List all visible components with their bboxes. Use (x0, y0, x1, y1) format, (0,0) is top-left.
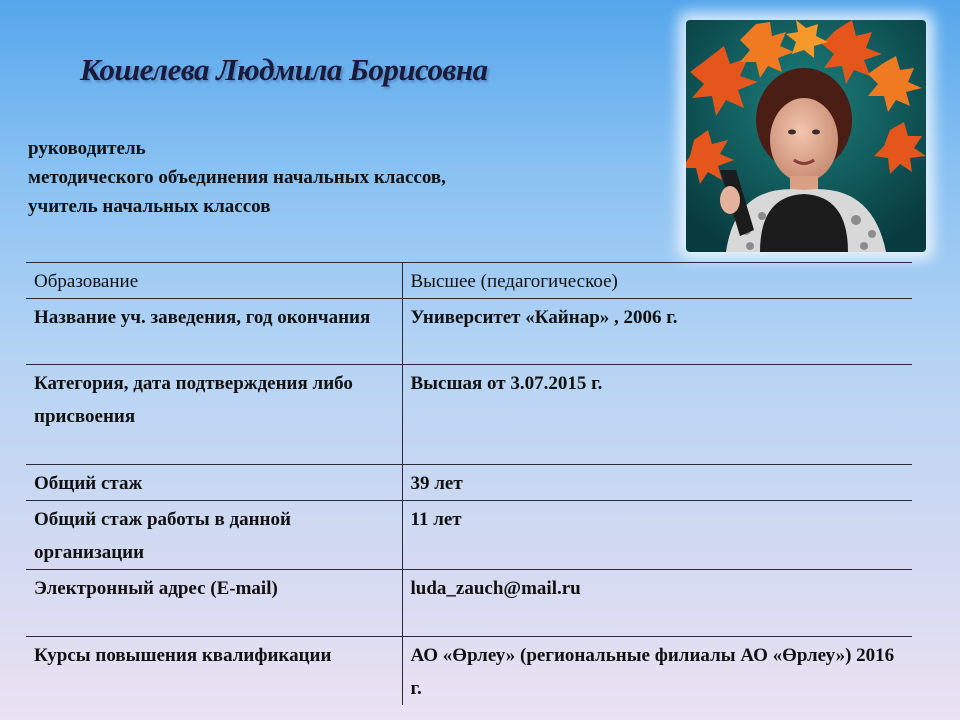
table-cell-label: Категория, дата подтверждения либо присвоения (26, 365, 402, 465)
role-line: учитель начальных классов (28, 196, 271, 217)
role-line: методического объединения начальных классов, (28, 167, 446, 188)
table-cell-label: Название уч. заведения, год окончания (26, 299, 402, 365)
table-row (26, 263, 912, 299)
table-cell-value: 39 лет (402, 465, 912, 501)
table-cell-value: АО «Өрлеу» (региональные филиалы АО «Өрлеу») 2016 г. (402, 637, 912, 706)
table-row (26, 299, 912, 365)
table-cell-value: Университет «Кайнар» , 2006 г. (402, 299, 912, 365)
table-cell-value: luda_zauch@mail.ru (402, 570, 912, 637)
table-cell-label: Образование (26, 263, 402, 299)
table-row (26, 465, 912, 501)
role-line: руководитель (28, 138, 146, 159)
table-row (26, 637, 912, 706)
table-cell-label: Общий стаж работы в данной организации (26, 501, 402, 570)
table-cell-label: Электронный адрес (E-mail) (26, 570, 402, 637)
table-row (26, 501, 912, 570)
table-cell-value: Высшее (педагогическое) (402, 263, 912, 299)
table-row (26, 570, 912, 637)
table-cell-value: Высшая от 3.07.2015 г. (402, 365, 912, 465)
table-cell-label: Курсы повышения квалификации (26, 637, 402, 706)
table-cell-label: Общий стаж (26, 465, 402, 501)
table-cell-value: 11 лет (402, 501, 912, 570)
portrait-photo-icon (686, 20, 926, 252)
portrait-photo (686, 20, 926, 252)
position-description (28, 134, 446, 221)
page-title: Кошелева Людмила Борисовна (80, 52, 488, 87)
info-table (26, 262, 912, 705)
table-row (26, 365, 912, 465)
